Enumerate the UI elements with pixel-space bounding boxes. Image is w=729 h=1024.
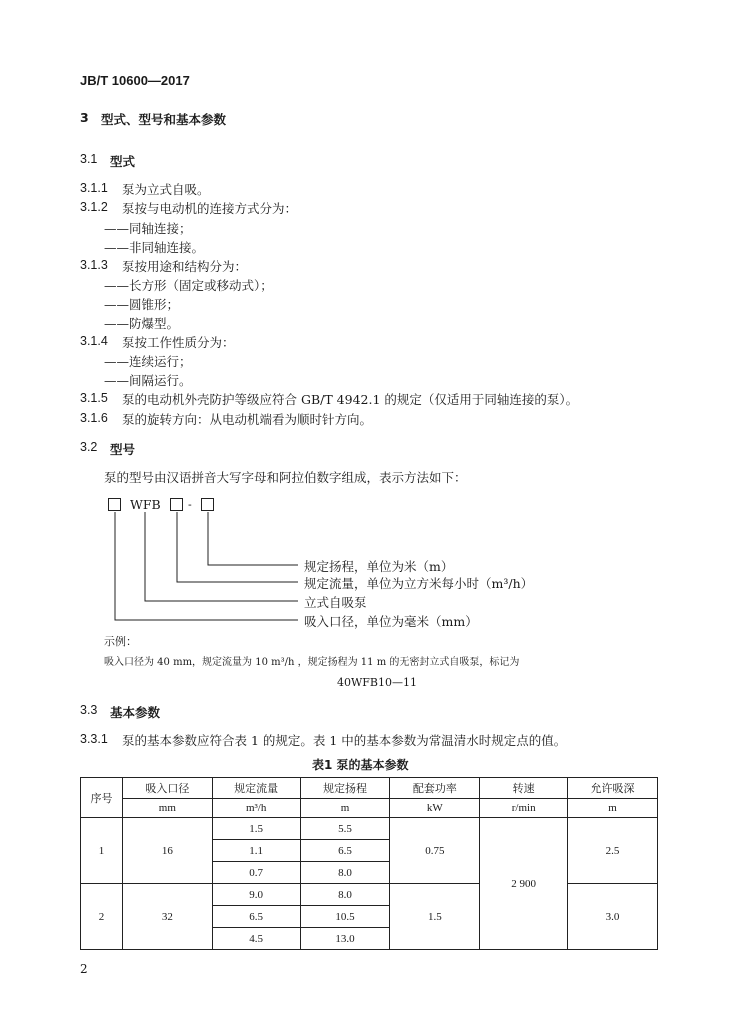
item-3-1-2-text: 泵按与电动机的连接方式分为：	[122, 201, 298, 216]
legend-head: 规定扬程，单位为米（m）	[304, 559, 454, 574]
flow-cell: 1.5	[212, 818, 300, 840]
example-code: 40WFB10—11	[337, 676, 418, 689]
example-label: 示例：	[104, 635, 137, 648]
column-header: 允许吸深	[568, 778, 658, 799]
item-3-1-3-text: 泵按用途和结构分为：	[122, 259, 248, 274]
standard-code: JB/T 10600—2017	[80, 73, 190, 88]
item-3-3-1-number: 3.3.1	[80, 732, 108, 746]
column-unit: m	[300, 799, 390, 818]
example-text: 吸入口径为 40 mm，规定流量为 10 m³/h ，规定扬程为 11 m 的无密封立式自吸泵，标记为	[104, 657, 520, 668]
column-unit: m	[568, 799, 658, 818]
item-3-1-1-number: 3.1.1	[80, 181, 108, 195]
page-number: 2	[80, 962, 88, 976]
head-cell: 8.0	[300, 862, 390, 884]
item-3-1-4-option: ——间隔运行。	[104, 373, 192, 388]
table-row	[81, 884, 658, 906]
item-3-1-2-option: ——非同轴连接。	[104, 240, 205, 255]
item-3-3-1-text: 泵的基本参数应符合表 1 的规定。表 1 中的基本参数为常温清水时规定点的值。	[122, 733, 567, 748]
power-cell: 0.75	[390, 818, 480, 884]
item-3-1-6-text: 泵的旋转方向：从电动机端看为顺时针方向。	[122, 412, 373, 427]
column-header: 吸入口径	[122, 778, 212, 799]
item-3-1-4-number: 3.1.4	[80, 334, 108, 348]
column-unit: kW	[390, 799, 480, 818]
item-3-1-4-text: 泵按工作性质分为：	[122, 335, 235, 350]
section-3-1-title: 型式	[110, 154, 136, 169]
section-3-3-title: 基本参数	[110, 705, 161, 720]
designation-intro: 泵的型号由汉语拼音大写字母和阿拉伯数字组成，表示方法如下：	[104, 470, 467, 485]
section-3-1-number: 3.1	[80, 152, 98, 166]
section-3-2-number: 3.2	[80, 440, 98, 454]
item-3-1-5-text: 泵的电动机外壳防护等级应符合 GB/T 4942.1 的规定（仅适用于同轴连接的泵）。	[122, 392, 579, 407]
item-3-1-6-number: 3.1.6	[80, 411, 108, 425]
head-cell: 6.5	[300, 840, 390, 862]
row-number: 1	[81, 818, 123, 884]
column-header: 配套功率	[390, 778, 480, 799]
column-unit: m³/h	[212, 799, 300, 818]
column-unit: r/min	[480, 799, 568, 818]
item-3-1-3-option: ——防爆型。	[104, 316, 180, 331]
pump-type-code: WFB	[130, 497, 161, 512]
item-3-1-3-option: ——长方形（固定或移动式）；	[104, 278, 273, 293]
flow-cell: 1.1	[212, 840, 300, 862]
flow-cell: 0.7	[212, 862, 300, 884]
row-number: 2	[81, 884, 123, 950]
table-row	[81, 818, 658, 840]
column-header: 序号	[81, 778, 123, 818]
speed-cell: 2 900	[480, 818, 568, 950]
suction-depth-cell: 2.5	[568, 818, 658, 884]
item-3-1-5-number: 3.1.5	[80, 391, 108, 405]
head-cell: 10.5	[300, 906, 390, 928]
section-3-3-number: 3.3	[80, 703, 98, 717]
item-3-1-2-number: 3.1.2	[80, 200, 108, 214]
table-header-row	[81, 778, 658, 799]
head-cell: 13.0	[300, 928, 390, 950]
head-cell: 8.0	[300, 884, 390, 906]
head-cell: 5.5	[300, 818, 390, 840]
column-header: 规定扬程	[300, 778, 390, 799]
item-3-1-3-option: ——圆锥形；	[104, 297, 180, 312]
power-cell: 1.5	[390, 884, 480, 950]
section-3-2-title: 型号	[110, 442, 136, 457]
item-3-1-1-text: 泵为立式自吸。	[122, 182, 210, 197]
flow-cell: 4.5	[212, 928, 300, 950]
inlet-diameter-cell: 32	[122, 884, 212, 950]
legend-inlet: 吸入口径，单位为毫米（mm）	[304, 614, 478, 629]
item-3-1-3-number: 3.1.3	[80, 258, 108, 272]
item-3-1-4-option: ——连续运行；	[104, 354, 192, 369]
parameters-table	[80, 777, 658, 950]
section-3-number: 3	[80, 110, 89, 125]
column-header: 规定流量	[212, 778, 300, 799]
table-caption: 表1 泵的基本参数	[312, 758, 409, 772]
flow-cell: 6.5	[212, 906, 300, 928]
column-unit: mm	[122, 799, 212, 818]
flow-cell: 9.0	[212, 884, 300, 906]
inlet-diameter-cell: 16	[122, 818, 212, 884]
section-3-title: 型式、型号和基本参数	[101, 112, 227, 127]
legend-pump-type: 立式自吸泵	[304, 595, 367, 610]
legend-flow: 规定流量，单位为立方米每小时（m³/h）	[304, 576, 534, 591]
suction-depth-cell: 3.0	[568, 884, 658, 950]
table-unit-row	[81, 799, 658, 818]
item-3-1-2-option: ——同轴连接；	[104, 221, 192, 236]
column-header: 转速	[480, 778, 568, 799]
designation-dash: -	[188, 498, 192, 511]
